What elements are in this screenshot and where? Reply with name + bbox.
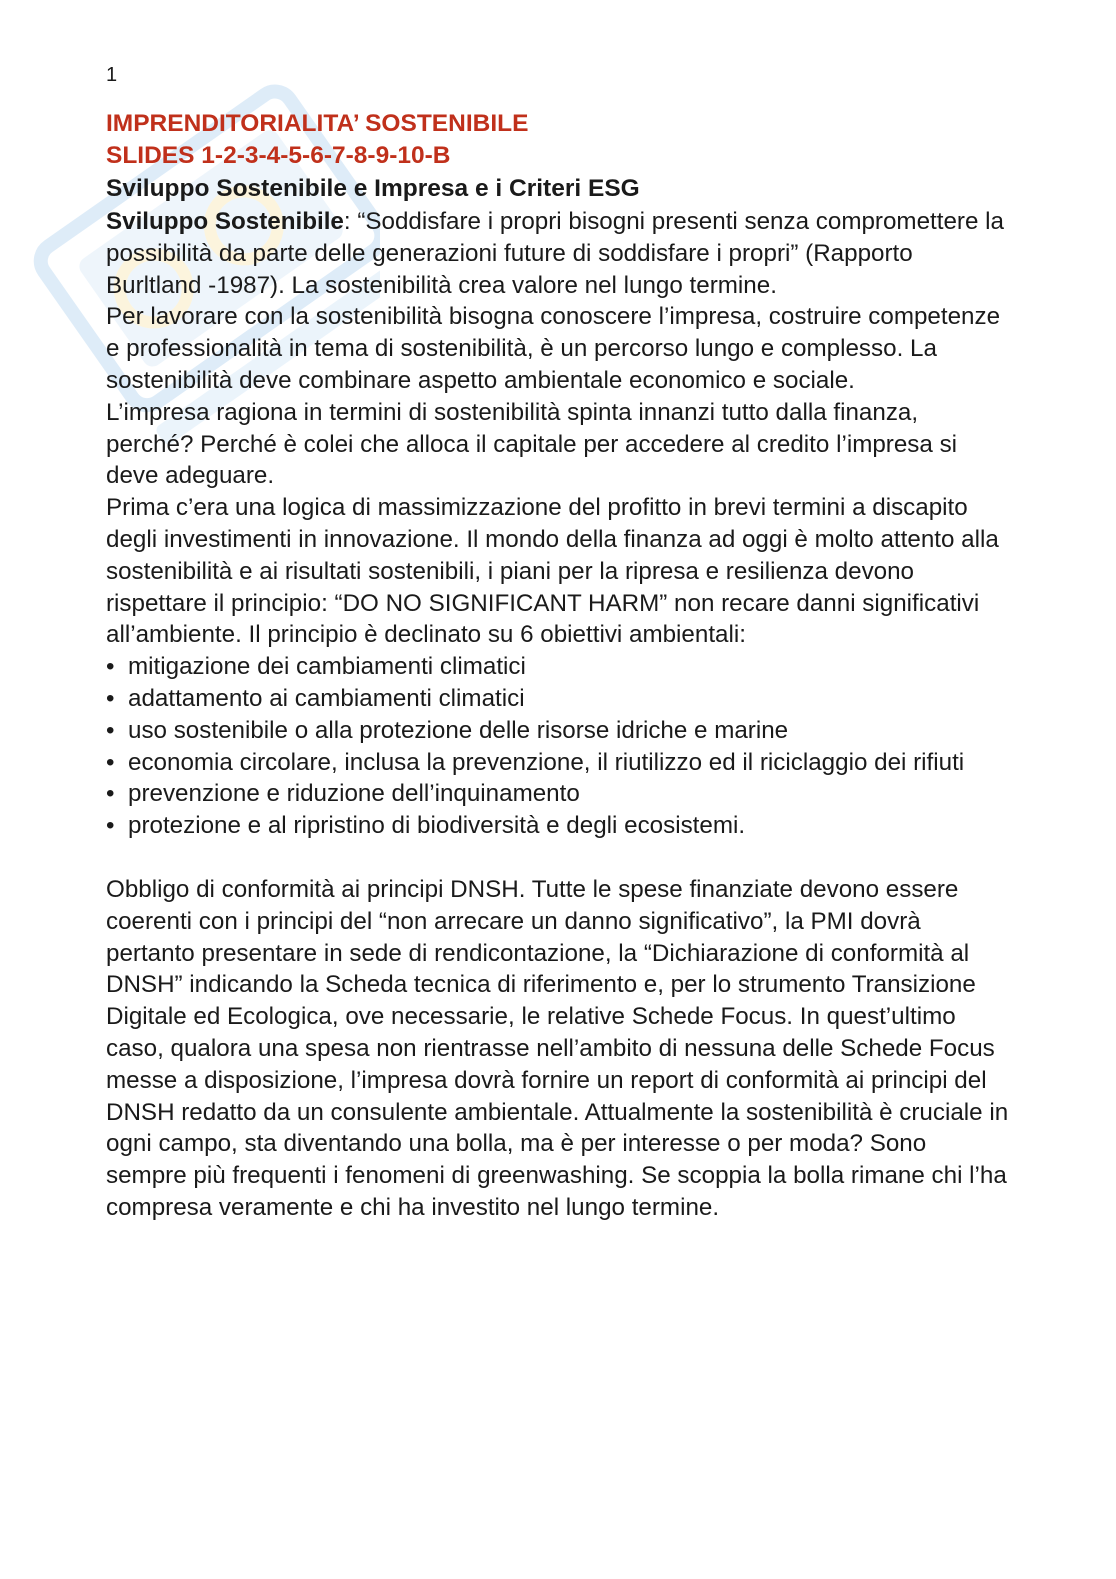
paragraph-spacer: [106, 842, 1011, 874]
paragraph-dnsh-compliance: Obbligo di conformità ai principi DNSH. Tutte le spese finanziate devono essere coerenti con i principi del “non arrecare un danno significativo”, la PMI dovrà pertanto presentare in sede di rendicontazione, la “Dichiarazione di conformità al DNSH” indicando la Scheda tecnica di riferimento e, per lo strumento Transizione Digitale ed Ecologica, ove necessarie, le relative Schede Focus. In quest’ultimo caso, qualora una spesa non rientrasse nell’ambito di nessuna delle Schede Focus messe a disposizione, l’impresa dovrà fornire un report di conformità ai principi del DNSH redatto da un consulente ambientale. Attualmente la sostenibilità è cruciale in ogni campo, sta diventando una bolla, ma è per interesse o per moda? Sono sempre più frequenti i fenomeni di greenwashing. Se scoppia la bolla rimane chi l’ha compresa veramente e chi ha investito nel lungo termine.: [106, 875, 1009, 1221]
section-title: Sviluppo Sostenibile e Impresa e i Criteri ESG: [106, 175, 640, 202]
list-item-text: prevenzione e riduzione dell’inquinamento: [128, 780, 580, 808]
bullet-icon: •: [106, 812, 115, 840]
bullet-icon: •: [106, 716, 115, 744]
page-number: 1: [106, 64, 118, 86]
list-item: [106, 715, 1011, 747]
definition-text: : “Soddisfare i propri bisogni presenti senza compromettere la possibilità da parte delle generazioni future di soddisfare i propri” (Rapporto Burltland -1987). La sostenibilità crea valore nel lungo termine.: [106, 208, 1004, 299]
document-title: IMPRENDITORIALITA’ SOSTENIBILE: [106, 110, 529, 137]
definition-term: Sviluppo Sostenibile: [106, 208, 344, 235]
paragraph-finance: L’impresa ragiona in termini di sostenibilità spinta innanzi tutto dalla finanza, perché? Perché è colei che alloca il capitale per accedere al credito l’impresa si deve adeguare.: [106, 398, 958, 490]
list-item: [106, 810, 1011, 842]
definition-paragraph: [106, 206, 1011, 301]
list-item-text: uso sostenibile o alla protezione delle risorse idriche e marine: [128, 716, 789, 744]
list-item: [106, 683, 1011, 715]
bullet-icon: •: [106, 684, 115, 712]
paragraph-dnsh-principle: Prima c’era una logica di massimizzazione del profitto in brevi termini a discapito degli investimenti in innovazione. Il mondo della finanza ad oggi è molto attento alla sostenibilità e ai risultati sostenibili, i piani per la ripresa e resilienza devono rispettare il principio: “DO NO SIGNIFICANT HARM” non recare danni significativi all’ambiente. Il principio è declinato su 6 obiettivi ambientali:: [106, 494, 999, 649]
list-item: [106, 747, 1011, 779]
bullet-icon: •: [106, 780, 115, 808]
environmental-goals-list: [106, 651, 1011, 842]
list-item-text: protezione e al ripristino di biodiversità e degli ecosistemi.: [128, 812, 746, 840]
list-item-text: adattamento ai cambiamenti climatici: [128, 684, 525, 712]
list-item: [106, 651, 1011, 683]
bullet-icon: •: [106, 748, 115, 776]
paragraph-competences: Per lavorare con la sostenibilità bisogna conoscere l’impresa, costruire competenze e professionalità in tema di sostenibilità, è un percorso lungo e complesso. La sostenibilità deve combinare aspetto ambientale economico e sociale.: [106, 303, 1001, 394]
document-page: [106, 62, 1011, 1224]
bullet-icon: •: [106, 653, 115, 681]
list-item-text: mitigazione dei cambiamenti climatici: [128, 653, 526, 681]
list-item-text: economia circolare, inclusa la prevenzione, il riutilizzo ed il riciclaggio dei rifiuti: [128, 748, 965, 776]
slides-reference: SLIDES 1-2-3-4-5-6-7-8-9-10-B: [106, 142, 451, 169]
list-item: [106, 778, 1011, 810]
